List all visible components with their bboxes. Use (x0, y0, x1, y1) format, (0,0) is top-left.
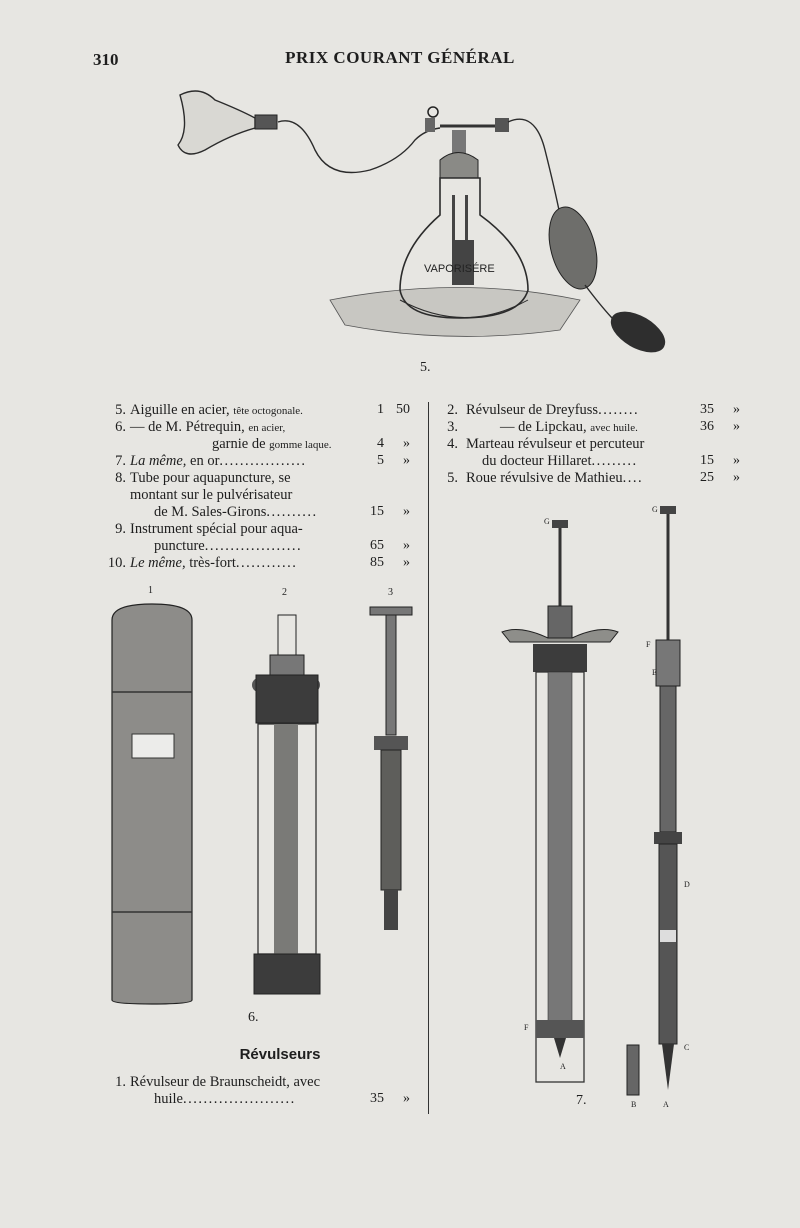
figure-7-letter: A (663, 1100, 669, 1109)
price: 35 » (700, 402, 740, 417)
price: 5 » (377, 453, 410, 468)
figure-7-letter: A (560, 1062, 566, 1071)
bottle-inscription: VAPORISÉRE (424, 263, 495, 275)
figure-6-number-1: 1 (148, 585, 153, 596)
figure-5-label: 5. (420, 360, 431, 375)
figure-7-label: 7. (576, 1093, 587, 1108)
price: 35 » (370, 1091, 410, 1106)
column-divider (428, 402, 429, 1114)
injector-pump-illustration (502, 520, 618, 1082)
figure-6-number-2: 2 (282, 587, 287, 598)
figure-7-letter: E (652, 668, 657, 677)
price: 36 » (700, 419, 740, 434)
aspirator-tube-illustration (627, 506, 682, 1095)
page-number: 310 (93, 50, 119, 69)
price: 4 » (377, 436, 410, 451)
figure-6-number-3: 3 (388, 587, 393, 598)
price: 25 » (700, 470, 740, 485)
needle-revulsor-illustration (252, 615, 320, 994)
running-title: PRIX COURANT GÉNÉRAL (285, 48, 515, 67)
figure-6-label: 6. (248, 1010, 259, 1025)
price: 85 » (370, 555, 410, 570)
figure-7-letter: G (652, 505, 658, 514)
section-title: Révulseurs (239, 1046, 321, 1063)
figure-7-letter: F (646, 640, 651, 649)
figure-7-letter: F (524, 1023, 529, 1032)
figure-7-letter: C (684, 1043, 690, 1052)
price: 65 » (370, 538, 410, 553)
syringe-injector-illustration (370, 607, 412, 930)
figure-7-letter: G (544, 517, 550, 526)
revulsor-case-illustration (112, 604, 192, 1004)
price: 1 50 (377, 402, 410, 417)
figure-7-letter: D (684, 880, 690, 889)
figure-7-letter: B (631, 1100, 637, 1109)
price: 15 » (700, 453, 740, 468)
price: 15 » (370, 504, 410, 519)
vaporizer-illustration (178, 91, 672, 361)
